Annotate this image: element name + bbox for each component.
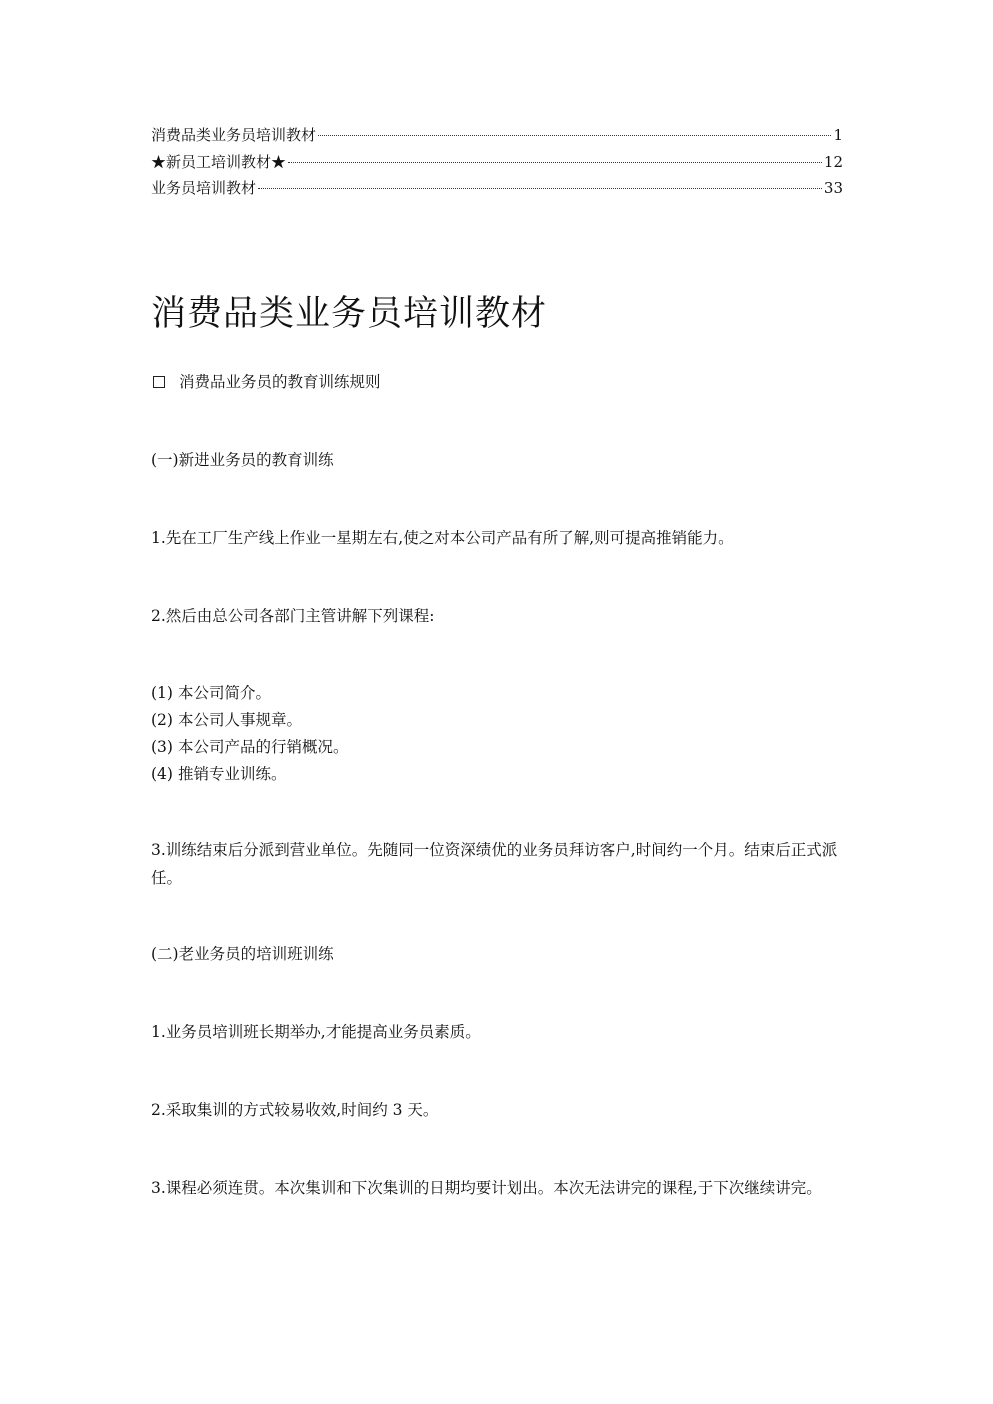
section-1-paragraph-3: 3.训练结束后分派到营业单位。先随同一位资深绩优的业务员拜访客户,时间约一个月。结束后正式派任。 — [151, 841, 838, 887]
toc-entry[interactable] — [151, 149, 843, 176]
rule-heading-line — [151, 368, 841, 396]
section-2-paragraph-3: 3.课程必须连贯。本次集训和下次集训的日期均要计划出。本次无法讲完的课程,于下次继续讲完。 — [151, 1179, 822, 1197]
toc-dot-leader — [288, 162, 822, 163]
list-item-number: (4) — [151, 765, 173, 783]
toc-entry[interactable] — [151, 122, 843, 149]
rule-heading: 消费品业务员的教育训练规则 — [179, 373, 381, 391]
list-item — [151, 761, 841, 788]
section-1-paragraph-2: 2.然后由总公司各部门主管讲解下列课程: — [151, 607, 435, 625]
list-item — [151, 734, 841, 761]
toc-entry-title: ★新员工培训教材★ — [151, 152, 287, 171]
list-item-text: 推销专业训练。 — [178, 765, 287, 783]
toc-dot-leader — [258, 188, 822, 189]
section-1-paragraph-1: 1.先在工厂生产线上作业一星期左右,使之对本公司产品有所了解,则可提高推销能力。 — [151, 529, 734, 547]
toc-entry[interactable] — [151, 175, 843, 202]
toc-entry-title: 消费品类业务员培训教材 — [151, 126, 317, 144]
toc-entry-page: 1 — [833, 126, 843, 144]
list-item — [151, 707, 841, 734]
course-list — [151, 680, 841, 788]
list-item-number: (1) — [151, 684, 173, 702]
toc-entry-page: 33 — [823, 179, 843, 197]
section-2-paragraph-2: 2.采取集训的方式较易收效,时间约 3 天。 — [151, 1101, 439, 1119]
checkbox-icon — [153, 376, 165, 388]
toc-entry-title: 业务员培训教材 — [151, 179, 257, 197]
list-item-text: 本公司简介。 — [178, 684, 272, 702]
list-item-text: 本公司产品的行销概况。 — [178, 738, 349, 756]
list-item-text: 本公司人事规章。 — [178, 711, 303, 729]
document-title: 消费品类业务员培训教材 — [151, 294, 548, 334]
list-item-number: (3) — [151, 738, 173, 756]
table-of-contents — [151, 122, 843, 202]
list-item-number: (2) — [151, 711, 173, 729]
toc-entry-page: 12 — [823, 152, 843, 171]
section-2-paragraph-1: 1.业务员培训班长期举办,才能提高业务员素质。 — [151, 1023, 481, 1041]
section-1-heading: (一)新进业务员的教育训练 — [151, 451, 334, 469]
list-item — [151, 680, 841, 707]
toc-dot-leader — [318, 135, 831, 136]
section-2-heading: (二)老业务员的培训班训练 — [151, 945, 334, 963]
